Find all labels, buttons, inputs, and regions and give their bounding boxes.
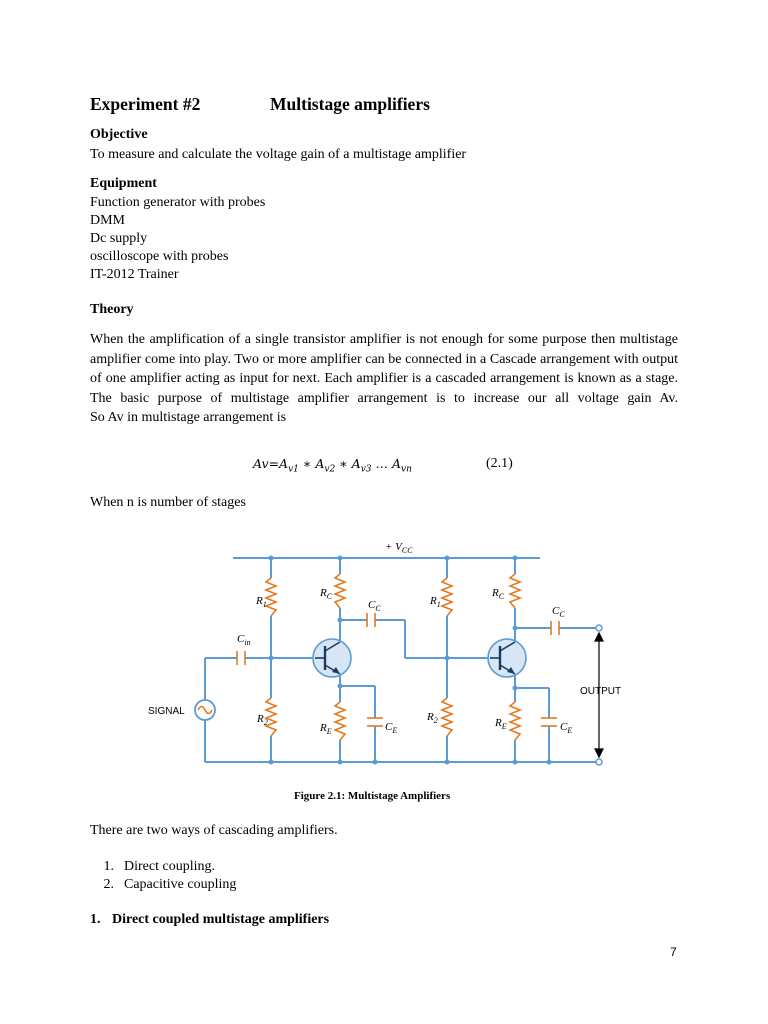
capacitor-cc-stage2: [551, 621, 559, 635]
circuit-wires: [205, 558, 600, 762]
resistor-rc-stage1: [335, 574, 345, 608]
ce-label-stage2: $C_E$: [560, 721, 573, 735]
re-label-stage1: $R_E$: [320, 722, 332, 736]
capacitor-ce-stage2: [541, 718, 557, 726]
equipment-item: DMM: [90, 213, 126, 228]
multistage-amplifier-circuit: [148, 530, 622, 780]
figure-caption: Figure 2.1: Multistage Amplifiers: [294, 790, 451, 802]
theory-paragraph: [90, 330, 678, 428]
equipment-item: Dc supply: [90, 231, 148, 246]
equipment-heading: Equipment: [90, 176, 157, 191]
equipment-list: [90, 194, 265, 284]
r2-label-stage2: $R_2$: [427, 711, 438, 725]
resistor-rc-stage2: [510, 574, 520, 608]
gain-equation: $Av=A_{v1}$ ∗ $A_{v2}$ ∗ $A_{v3}$ … $A_{vn}$: [253, 456, 412, 475]
section-heading: 1. Direct coupled multistage amplifiers: [90, 912, 330, 927]
vcc-label: + $V_{CC}$: [385, 541, 413, 555]
theory-line2: So Av in multistage arrangement is: [90, 410, 287, 425]
theory-heading: Theory: [90, 302, 134, 317]
equipment-item: oscilloscope with probes: [90, 249, 229, 264]
capacitor-cin: [237, 651, 245, 665]
signal-label: SIGNAL: [148, 706, 185, 717]
objective-text: To measure and calculate the voltage gain of a multistage amplifier: [90, 147, 467, 162]
experiment-title: Multistage amplifiers: [270, 94, 430, 114]
r2-label-stage1: $R_2$: [257, 713, 268, 727]
capacitor-cc-stage1: [367, 613, 375, 627]
rc-label-stage1: $R_C$: [320, 587, 333, 601]
resistor-r2-stage2: [442, 698, 452, 736]
page-number: 7: [670, 945, 677, 959]
transistor-q2: [488, 639, 526, 677]
equipment-item: IT-2012 Trainer: [90, 267, 179, 282]
resistor-re-stage1: [335, 702, 345, 740]
list-item: 2. Capacitive coupling: [103, 877, 237, 892]
cascading-list: [90, 858, 236, 894]
experiment-number: Experiment #2: [90, 94, 201, 114]
re-label-stage2: $R_E$: [495, 717, 507, 731]
equipment-item: Function generator with probes: [90, 195, 266, 210]
theory-text: When the amplification of a single transistor amplifier is not enough for some purpose then multistage amplifier come into play. Two or more amplifier can be connected in a Cascade arrangement with output of one amplifier acting as input for next. Each amplifier is a cascaded arrangement is known as a stage. The basic purpose of multistage amplifier arrangement is to increase our all voltage gain Av.: [90, 332, 678, 406]
resistor-r1-stage1: [266, 578, 276, 616]
list-item: 1. Direct coupling.: [103, 859, 215, 874]
ce-label-stage1: $C_E$: [385, 721, 398, 735]
resistor-r2-stage1: [266, 698, 276, 736]
equation-number: (2.1): [486, 456, 513, 471]
rc-label-stage2: $R_C$: [492, 587, 505, 601]
capacitor-ce-stage1: [367, 718, 383, 726]
cc-label-stage2: $C_C$: [552, 605, 565, 619]
output-label: OUTPUT: [580, 686, 622, 697]
resistor-r1-stage2: [442, 578, 452, 616]
objective-heading: Objective: [90, 127, 148, 142]
transistor-q1: [313, 639, 351, 677]
r1-label-stage1: $R_1$: [256, 595, 267, 609]
r1-label-stage2: $R_1$: [430, 595, 441, 609]
cascading-intro: There are two ways of cascading amplifiers.: [90, 823, 338, 838]
cin-label: $C_{in}$: [237, 633, 251, 647]
cc-label-stage1: $C_C$: [368, 599, 381, 613]
stages-note: When n is number of stages: [90, 495, 246, 510]
signal-source-icon: [195, 700, 215, 720]
resistor-re-stage2: [510, 702, 520, 740]
